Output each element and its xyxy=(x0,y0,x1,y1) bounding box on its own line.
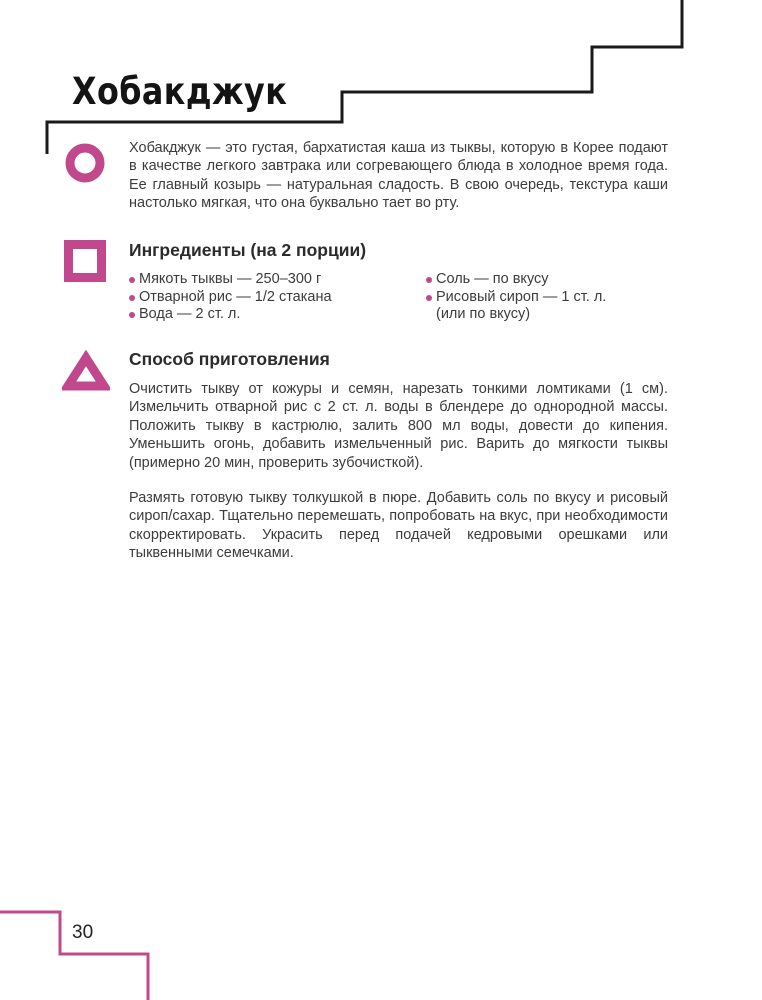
circle-icon xyxy=(64,142,106,184)
page-title: Хобакджук xyxy=(72,70,288,113)
intro-paragraph: Хобакджук — это густая, бархатистая каша из тыквы, которую в Корее подают в качестве легкого завтрака или согревающего блюда в холодное время года. Ее главный козырь — натуральная сладость. В свою очередь, текстура каши настолько мягкая, что она буквально тает во рту. xyxy=(129,140,668,212)
square-icon xyxy=(64,240,106,282)
ingredients-heading: Ингредиенты (на 2 порции) xyxy=(129,240,367,260)
list-item: Вода — 2 ст. л. xyxy=(129,306,332,324)
method-paragraph-1: Очистить тыкву от кожуры и семян, нарезать тонкими ломтиками (1 см). Измельчить отварной рис с 2 ст. л. воды в блендере до однородной массы. Положить тыкву в кастрюлю, залить 800 мл воды, довести до кипения. Уменьшить огонь, добавить измельченный рис. Варить до мягкости тыквы (примерно 20 мин, проверить зубочисткой). xyxy=(129,381,668,471)
ingredients-list-right xyxy=(426,271,606,324)
page-number: 30 xyxy=(72,922,94,943)
list-item: Соль — по вкусу xyxy=(426,271,606,289)
method-paragraph-2: Размять готовую тыкву толкушкой в пюре. Добавить соль по вкусу и рисовый сироп/сахар. Тщательно перемешать, попробовать на вкус, при необходимости скорректировать. Украсить перед подачей кедровыми орешками или тыквенными семечками. xyxy=(129,490,668,562)
ingredients-list-left xyxy=(129,271,332,324)
list-item: Мякоть тыквы — 250–300 г xyxy=(129,271,332,289)
list-item: Отварной рис — 1/2 стакана xyxy=(129,289,332,307)
triangle-icon xyxy=(62,350,110,392)
list-item-note: (или по вкусу) xyxy=(436,306,531,323)
list-item: Рисовый сироп — 1 ст. л. xyxy=(426,289,606,307)
method-heading: Способ приготовления xyxy=(129,349,330,369)
